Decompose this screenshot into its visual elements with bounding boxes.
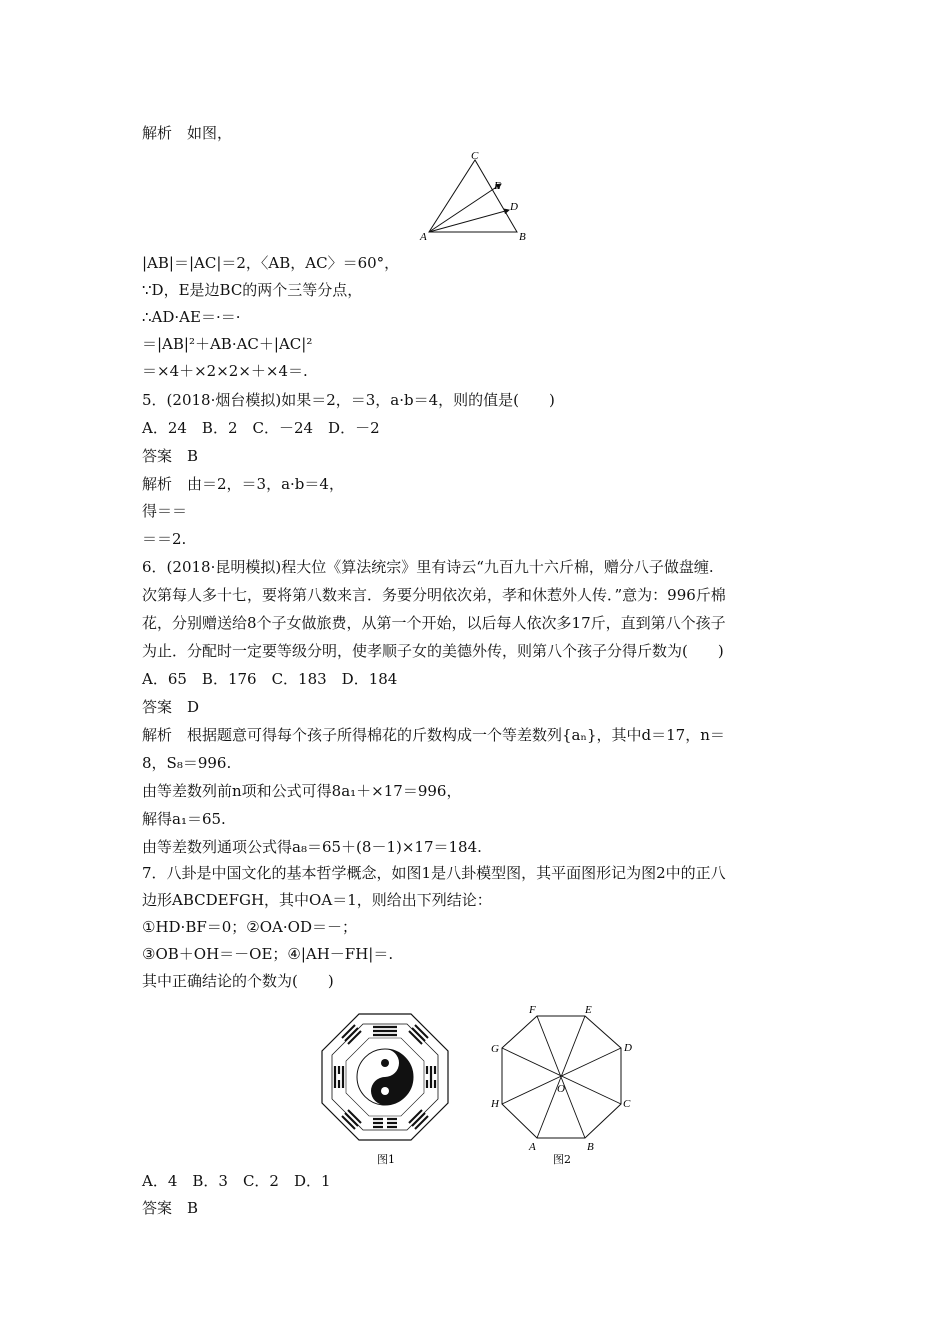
- q5-step-2: ＝＝2.: [142, 530, 187, 548]
- q7-question: 其中正确结论的个数为( ): [142, 972, 334, 990]
- triangle-label-a: A: [420, 231, 427, 243]
- octagon-label-a: A: [529, 1141, 536, 1153]
- octagon-label-h: H: [491, 1098, 499, 1110]
- octagon-label-d: D: [624, 1042, 632, 1054]
- question-6-line-4: 为止．分配时一定要等级分明，使孝顺子女的美德外传，则第八个孩子分得斤数为( ): [142, 642, 724, 660]
- triangle-vector-figure: [415, 148, 535, 244]
- trisection-line: ∵D，E是边BC的两个三等分点，: [142, 281, 363, 299]
- triangle-label-e: E: [494, 180, 501, 192]
- condition-line: |AB|＝|AC|＝2，〈AB，AC〉＝60°，: [142, 254, 400, 272]
- q6-answer: 答案 D: [142, 698, 200, 716]
- triangle-label-d: D: [510, 201, 518, 213]
- dot-product-line: ∴AD·AE＝·＝·: [142, 308, 241, 326]
- octagon-label-e: E: [585, 1004, 592, 1016]
- question-7-line-1: 7．八卦是中国文化的基本哲学概念，如图1是八卦模型图，其平面图形记为图2中的正八: [142, 864, 726, 882]
- q7-answer: 答案 B: [142, 1199, 199, 1217]
- q7-conclusions-2: ③OB＋OH＝－OE；④|AH－FH|＝.: [142, 945, 394, 963]
- q5-options: A．24 B．2 C．－24 D．－2: [142, 419, 380, 437]
- q6-analysis-3: 由等差数列前n项和公式可得8a₁＋×17＝996，: [142, 782, 462, 800]
- q6-analysis-4: 解得a₁＝65.: [142, 810, 226, 828]
- question-7-line-2: 边形ABCDEFGH，其中OA＝1，则给出下列结论：: [142, 891, 492, 909]
- octagon-label-o: O: [557, 1083, 565, 1095]
- octagon-label-g: G: [491, 1043, 499, 1055]
- triangle-label-b: B: [519, 231, 526, 243]
- question-6-line-3: 花，分别赠送给8个子女做旅费，从第一个开始，以后每人依次多17斤，直到第八个孩子: [142, 614, 726, 632]
- question-6-line-1: 6．(2018·昆明模拟)程大位《算法统宗》里有诗云“九百九十六斤棉，赠分八子做盘缠.: [142, 558, 714, 576]
- q5-answer: 答案 B: [142, 447, 199, 465]
- q5-step-1: 得＝＝: [142, 502, 188, 520]
- expansion-line: ＝|AB|²＋AB·AC＋|AC|²: [142, 335, 313, 353]
- q5-analysis: 解析 由＝2，＝3，a·b＝4，: [142, 475, 344, 493]
- figure-2-caption: 图2: [553, 1153, 571, 1166]
- q6-analysis-1: 解析 根据题意可得每个孩子所得棉花的斤数构成一个等差数列{aₙ}，其中d＝17，n＝: [142, 726, 725, 744]
- q6-analysis-2: 8，S₈＝996.: [142, 754, 232, 772]
- triangle-label-c: C: [471, 150, 479, 162]
- q6-options: A．65 B．176 C．183 D．184: [142, 670, 398, 688]
- q6-analysis-5: 由等差数列通项公式得a₈＝65＋(8－1)×17＝184.: [142, 838, 482, 856]
- figure-1-caption: 图1: [377, 1153, 395, 1166]
- octagon-label-f: F: [529, 1004, 536, 1016]
- octagon-label-c: C: [623, 1098, 631, 1110]
- q7-options: A．4 B．3 C．2 D．1: [142, 1172, 331, 1190]
- octagon-figure: [485, 1000, 635, 1166]
- analysis-intro: 解析 如图，: [142, 124, 233, 142]
- question-5: 5．(2018·烟台模拟)如果＝2，＝3，a·b＝4，则的值是( ): [142, 391, 555, 409]
- question-6-line-2: 次第每人多十七，要将第八数来言．务要分明依次弟，孝和休惹外人传．”意为：996斤棉: [142, 586, 726, 604]
- octagon-label-b: B: [587, 1141, 594, 1153]
- q7-conclusions-1: ①HD·BF＝0；②OA·OD＝－；: [142, 918, 357, 936]
- bagua-figure: [315, 1008, 455, 1166]
- result-line: ＝×4＋×2×2×＋×4＝.: [142, 362, 308, 380]
